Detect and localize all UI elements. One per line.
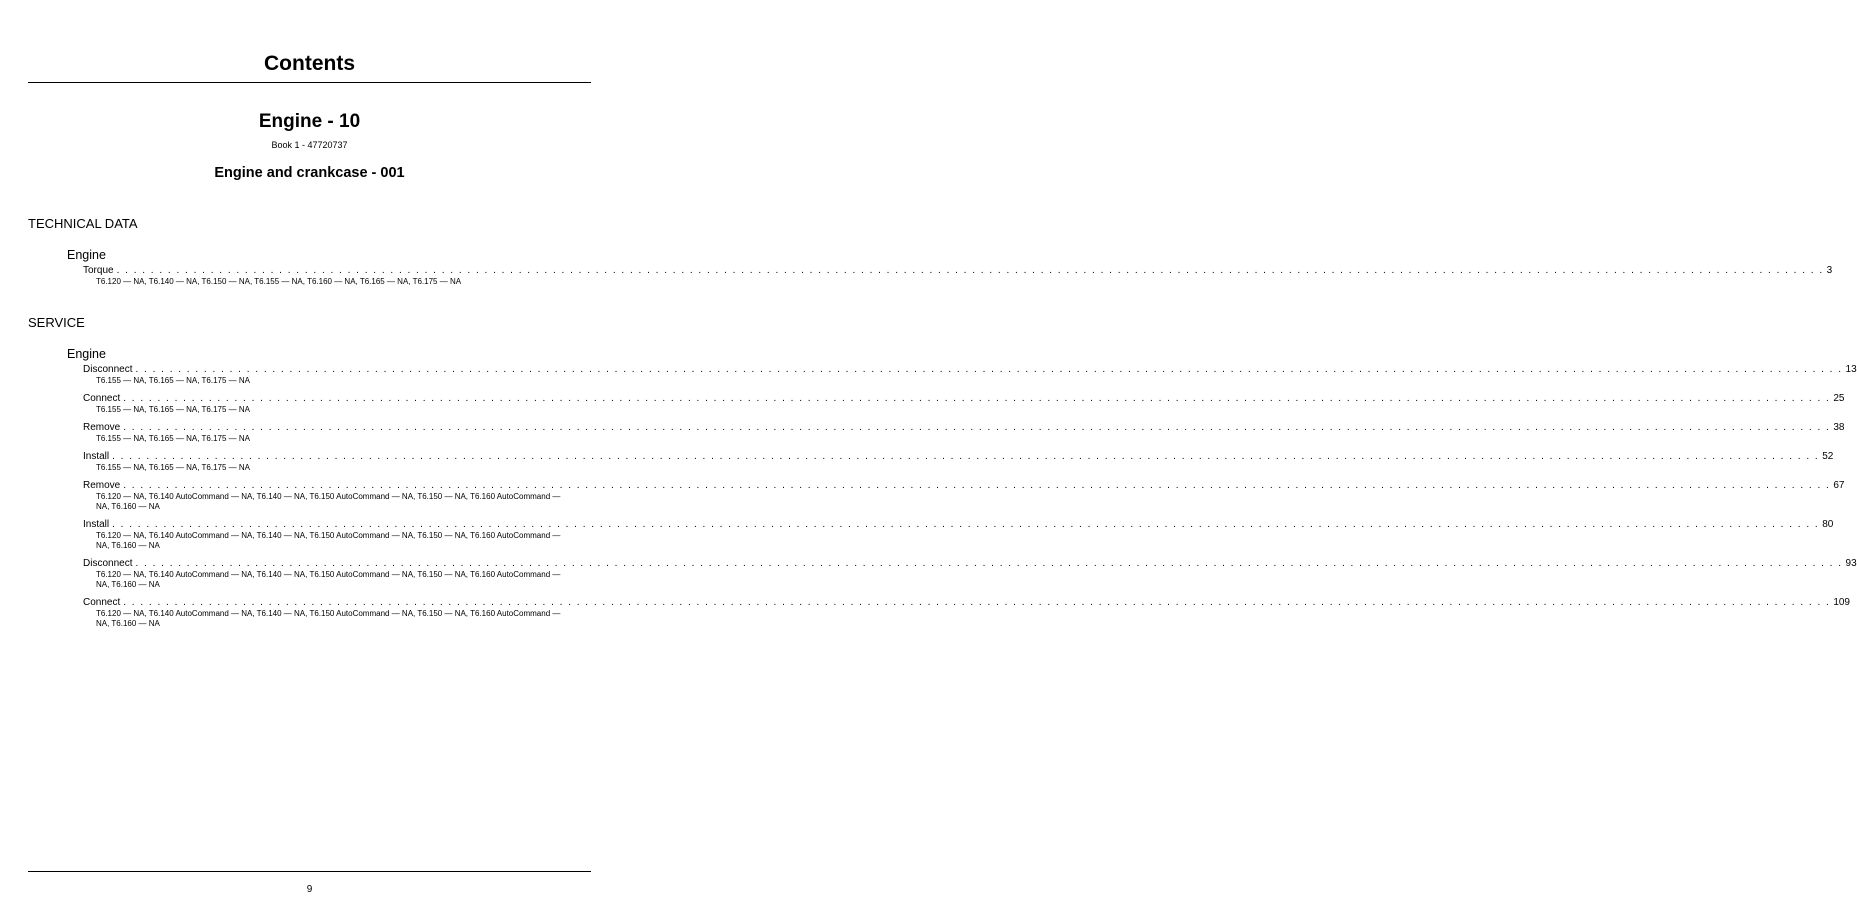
dot-leader: . . . . . . . . . . . . . . . . . . . . . . . . . . . . . . . . . . . . . . . . . . . . . . . . . . . . . . . . . . . . . . . . . . . . . . . . . . . . . . . . . . . . . . . . . . . . . . . . . . . . . . . . . . . . . . . . . . . . . . . . . . . . . . . . . . . . . . . . . . . . . . . . . . . . . . . . . . . . . . . . . . . . . . . . . . . . . . . . . . . . . . . . . . . . . . . . . . . . . . . . bbox=[112, 519, 1820, 530]
toc-entry-page: 67 bbox=[1833, 480, 1845, 491]
toc-entry-page: 52 bbox=[1822, 451, 1834, 462]
dot-leader: . . . . . . . . . . . . . . . . . . . . . . . . . . . . . . . . . . . . . . . . . . . . . . . . . . . . . . . . . . . . . . . . . . . . . . . . . . . . . . . . . . . . . . . . . . . . . . . . . . . . . . . . . . . . . . . . . . . . . . . . . . . . . . . . . . . . . . . . . . . . . . . . . . . . . . . . . . . . . . . . . . . . . . . . . . . . . . . . . . . . . . . . . . . . . . . . . . . . . . . . bbox=[123, 480, 1831, 491]
entry-list bbox=[83, 265, 1833, 287]
toc-entry-models: T6.120 — NA, T6.140 AutoCommand — NA, T6.140 — NA, T6.150 AutoCommand — NA, T6.150 — NA, T6.160 AutoCommand — NA, T6.160 — NA bbox=[96, 609, 561, 628]
table-of-contents bbox=[28, 216, 1857, 629]
subgroup-heading: Engine bbox=[67, 347, 106, 361]
toc-entry-label: Remove bbox=[83, 480, 121, 491]
dot-leader: . . . . . . . . . . . . . . . . . . . . . . . . . . . . . . . . . . . . . . . . . . . . . . . . . . . . . . . . . . . . . . . . . . . . . . . . . . . . . . . . . . . . . . . . . . . . . . . . . . . . . . . . . . . . . . . . . . . . . . . . . . . . . . . . . . . . . . . . . . . . . . . . . . . . . . . . . . . . . . . . . . . . . . . . . . . . . . . . . . . . . . . . . . . . . . . . . . . . . . . . bbox=[135, 364, 1843, 375]
toc-entry-models: T6.120 — NA, T6.140 AutoCommand — NA, T6.140 — NA, T6.150 AutoCommand — NA, T6.150 — NA, T6.160 AutoCommand — NA, T6.160 — NA bbox=[96, 570, 561, 589]
toc-entry-label: Disconnect bbox=[83, 364, 133, 375]
toc-entry[interactable] bbox=[83, 480, 1845, 512]
toc-entry[interactable] bbox=[83, 519, 1834, 551]
toc-entry-label: Remove bbox=[83, 422, 121, 433]
toc-entry-models: T6.155 — NA, T6.165 — NA, T6.175 — NA bbox=[96, 463, 250, 472]
toc-entry[interactable] bbox=[83, 422, 1845, 444]
page-title: Contents bbox=[264, 52, 355, 75]
toc-entry-page: 25 bbox=[1833, 393, 1845, 404]
toc-entry-models: T6.155 — NA, T6.165 — NA, T6.175 — NA bbox=[96, 376, 250, 385]
dot-leader: . . . . . . . . . . . . . . . . . . . . . . . . . . . . . . . . . . . . . . . . . . . . . . . . . . . . . . . . . . . . . . . . . . . . . . . . . . . . . . . . . . . . . . . . . . . . . . . . . . . . . . . . . . . . . . . . . . . . . . . . . . . . . . . . . . . . . . . . . . . . . . . . . . . . . . . . . . . . . . . . . . . . . . . . . . . . . . . . . . . . . . . . . . . . . . . . . . . . . . . . bbox=[112, 451, 1820, 462]
toc-entry-label: Install bbox=[83, 451, 110, 462]
toc-entry-line bbox=[83, 558, 1857, 570]
toc-entry-label: Disconnect bbox=[83, 558, 133, 569]
dot-leader: . . . . . . . . . . . . . . . . . . . . . . . . . . . . . . . . . . . . . . . . . . . . . . . . . . . . . . . . . . . . . . . . . . . . . . . . . . . . . . . . . . . . . . . . . . . . . . . . . . . . . . . . . . . . . . . . . . . . . . . . . . . . . . . . . . . . . . . . . . . . . . . . . . . . . . . . . . . . . . . . . . . . . . . . . . . . . . . . . . . . . . . . . . . . . . . . . . . . . . . . bbox=[123, 393, 1831, 404]
toc-entry-label: Connect bbox=[83, 597, 121, 608]
page-number: 9 bbox=[306, 884, 313, 895]
dot-leader: . . . . . . . . . . . . . . . . . . . . . . . . . . . . . . . . . . . . . . . . . . . . . . . . . . . . . . . . . . . . . . . . . . . . . . . . . . . . . . . . . . . . . . . . . . . . . . . . . . . . . . . . . . . . . . . . . . . . . . . . . . . . . . . . . . . . . . . . . . . . . . . . . . . . . . . . . . . . . . . . . . . . . . . . . . . . . . . . . . . . . . . . . . . . . . . . . . . . . . . . bbox=[135, 558, 1843, 569]
toc-entry-models: T6.155 — NA, T6.165 — NA, T6.175 — NA bbox=[96, 405, 250, 414]
dot-leader: . . . . . . . . . . . . . . . . . . . . . . . . . . . . . . . . . . . . . . . . . . . . . . . . . . . . . . . . . . . . . . . . . . . . . . . . . . . . . . . . . . . . . . . . . . . . . . . . . . . . . . . . . . . . . . . . . . . . . . . . . . . . . . . . . . . . . . . . . . . . . . . . . . . . . . . . . . . . . . . . . . . . . . . . . . . . . . . . . . . . . . . . . . . . . . . . . . . . . . . . bbox=[123, 422, 1831, 433]
toc-entry[interactable] bbox=[83, 558, 1857, 590]
toc-entry-label: Connect bbox=[83, 393, 121, 404]
toc-entry-models: T6.120 — NA, T6.140 AutoCommand — NA, T6.140 — NA, T6.150 AutoCommand — NA, T6.150 — NA, T6.160 AutoCommand — NA, T6.160 — NA bbox=[96, 492, 561, 511]
toc-entry[interactable] bbox=[83, 597, 1850, 629]
section-title: Engine and crankcase - 001 bbox=[214, 165, 405, 181]
toc-entry-page: 93 bbox=[1845, 558, 1857, 569]
toc-entry-line bbox=[83, 422, 1845, 434]
toc-entry-page: 38 bbox=[1833, 422, 1845, 433]
toc-entry-line bbox=[83, 451, 1834, 463]
toc-entry[interactable] bbox=[83, 393, 1845, 415]
toc-entry-label: Install bbox=[83, 519, 110, 530]
dot-leader: . . . . . . . . . . . . . . . . . . . . . . . . . . . . . . . . . . . . . . . . . . . . . . . . . . . . . . . . . . . . . . . . . . . . . . . . . . . . . . . . . . . . . . . . . . . . . . . . . . . . . . . . . . . . . . . . . . . . . . . . . . . . . . . . . . . . . . . . . . . . . . . . . . . . . . . . . . . . . . . . . . . . . . . . . . . . . . . . . . . . . . . . . . . . . . . . . . . . . . . . bbox=[123, 597, 1831, 608]
toc-entry-page: 80 bbox=[1822, 519, 1834, 530]
toc-entry-line bbox=[83, 480, 1845, 492]
group-heading: TECHNICAL DATA bbox=[28, 216, 138, 231]
entry-list bbox=[83, 364, 1857, 629]
toc-entry[interactable] bbox=[83, 451, 1834, 473]
chapter-title: Engine - 10 bbox=[258, 111, 361, 132]
toc-entry-page: 109 bbox=[1833, 597, 1850, 608]
footer-rule bbox=[28, 871, 591, 872]
header-rule bbox=[28, 82, 591, 83]
toc-entry-models: T6.155 — NA, T6.165 — NA, T6.175 — NA bbox=[96, 434, 250, 443]
toc-entry-line bbox=[83, 364, 1857, 376]
toc-entry-line bbox=[83, 597, 1850, 609]
group-heading: SERVICE bbox=[28, 315, 85, 330]
subgroup-heading: Engine bbox=[67, 248, 106, 262]
toc-entry[interactable] bbox=[83, 364, 1857, 386]
toc-entry[interactable] bbox=[83, 265, 1833, 287]
dot-leader: . . . . . . . . . . . . . . . . . . . . . . . . . . . . . . . . . . . . . . . . . . . . . . . . . . . . . . . . . . . . . . . . . . . . . . . . . . . . . . . . . . . . . . . . . . . . . . . . . . . . . . . . . . . . . . . . . . . . . . . . . . . . . . . . . . . . . . . . . . . . . . . . . . . . . . . . . . . . . . . . . . . . . . . . . . . . . . . . . . . . . . . . . . . . . . . . . . . . . . . . bbox=[116, 265, 1824, 276]
toc-entry-models: T6.120 — NA, T6.140 — NA, T6.150 — NA, T6.155 — NA, T6.160 — NA, T6.165 — NA, T6.175 — NA bbox=[96, 277, 462, 286]
toc-entry-page: 13 bbox=[1845, 364, 1857, 375]
toc-entry-line bbox=[83, 519, 1834, 531]
toc-entry-line bbox=[83, 393, 1845, 405]
toc-entry-label: Torque bbox=[83, 265, 114, 276]
toc-entry-models: T6.120 — NA, T6.140 AutoCommand — NA, T6.140 — NA, T6.150 AutoCommand — NA, T6.150 — NA, T6.160 AutoCommand — NA, T6.160 — NA bbox=[96, 531, 561, 550]
toc-entry-line bbox=[83, 265, 1833, 277]
book-reference: Book 1 - 47720737 bbox=[271, 140, 348, 150]
toc-entry-page: 3 bbox=[1826, 265, 1833, 276]
